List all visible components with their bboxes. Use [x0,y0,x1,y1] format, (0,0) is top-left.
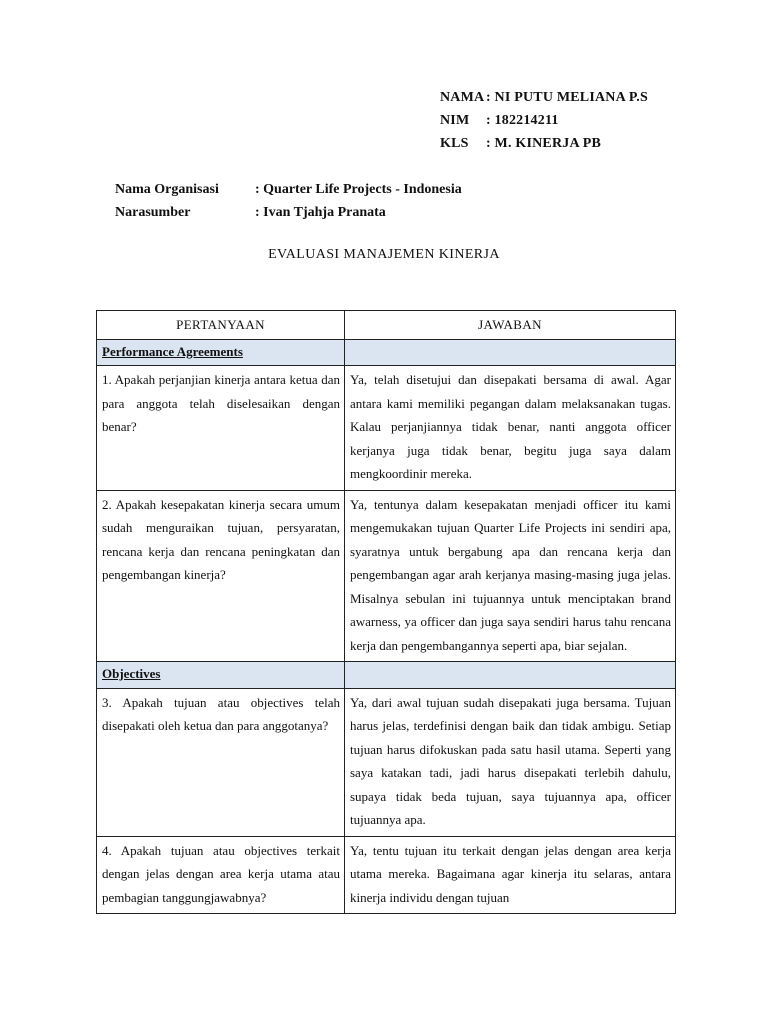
organization-label: Nama Organisasi [115,182,219,197]
section-empty-cell [345,339,676,366]
student-name-label: NAMA [440,90,485,105]
section-title-objectives: Objectives [97,662,345,689]
student-nim-value: : 182214211 [486,113,559,128]
organization-value: : Quarter Life Projects - Indonesia [255,182,462,197]
source-label: Narasumber [115,205,191,220]
table-header-row [97,311,676,340]
section-row-performance-agreements [97,339,676,366]
answer-cell: Ya, dari awal tujuan sudah disepakati juga bersama. Tujuan harus jelas, terdefinisi dengan baik dan tidak ambigu. Setiap tujuan harus difokuskan pada satu hasil utama. Seperti yang saya katakan tadi, jadi harus disepakati terlebih dahulu, supaya tidak beda tujuan, saya tujuannya apa, officer tujuannya apa. [345,688,676,836]
table-row [97,688,676,836]
section-title-performance-agreements: Performance Agreements [97,339,345,366]
student-nim-label: NIM [440,113,470,128]
answer-cell: Ya, telah disetujui dan disepakati bersama di awal. Agar antara kami memiliki pegangan dalam melaksanakan tugas. Kalau perjanjiannya tidak benar, nanti anggota officer kerjanya juga tidak benar, begitu juga saya dalam mengkoordinir mereka. [345,366,676,491]
table-row [97,490,676,662]
qa-table [96,310,676,914]
student-info [440,86,648,155]
student-class-label: KLS [440,136,469,151]
header-question: PERTANYAAN [97,311,345,340]
organization-row [115,178,462,201]
table-row [97,366,676,491]
answer-cell: Ya, tentu tujuan itu terkait dengan jelas dengan area kerja utama mereka. Bagaimana agar kinerja itu selaras, antara kinerja individu dengan tujuan [345,836,676,914]
question-cell: 1. Apakah perjanjian kinerja antara ketua dan para anggota telah diselesaikan dengan benar? [97,366,345,491]
table-row [97,836,676,914]
question-cell: 2. Apakah kesepakatan kinerja secara umum sudah menguraikan tujuan, persyaratan, rencana kerja dan rencana peningkatan dan pengembangan kinerja? [97,490,345,662]
header-answer: JAWABAN [345,311,676,340]
document-title: EVALUASI MANAJEMEN KINERJA [268,247,500,262]
section-row-objectives [97,662,676,689]
question-cell: 4. Apakah tujuan atau objectives terkait dengan jelas dengan area kerja utama atau pembagian tanggungjawabnya? [97,836,345,914]
student-name-row [440,86,648,109]
section-empty-cell [345,662,676,689]
student-class-row [440,132,648,155]
student-nim-row [440,109,648,132]
student-name-value: : NI PUTU MELIANA P.S [486,90,648,105]
source-row [115,201,462,224]
source-value: : Ivan Tjahja Pranata [255,205,386,220]
question-cell: 3. Apakah tujuan atau objectives telah disepakati oleh ketua dan para anggotanya? [97,688,345,836]
student-class-value: : M. KINERJA PB [486,136,601,151]
answer-cell: Ya, tentunya dalam kesepakatan menjadi officer itu kami mengemukakan tujuan Quarter Life Projects ini sendiri apa, syaratnya untuk bergabung apa dan rencana kerja dan pengembangan agar arah kerjanya masing-masing juga jelas. Misalnya sebulan ini tujuannya untuk menciptakan brand awarness, ya officer dan juga saya sendiri harus tahu rencana kerja dan pengembangannya seperti apa, biar sejalan. [345,490,676,662]
interview-meta [115,178,462,224]
